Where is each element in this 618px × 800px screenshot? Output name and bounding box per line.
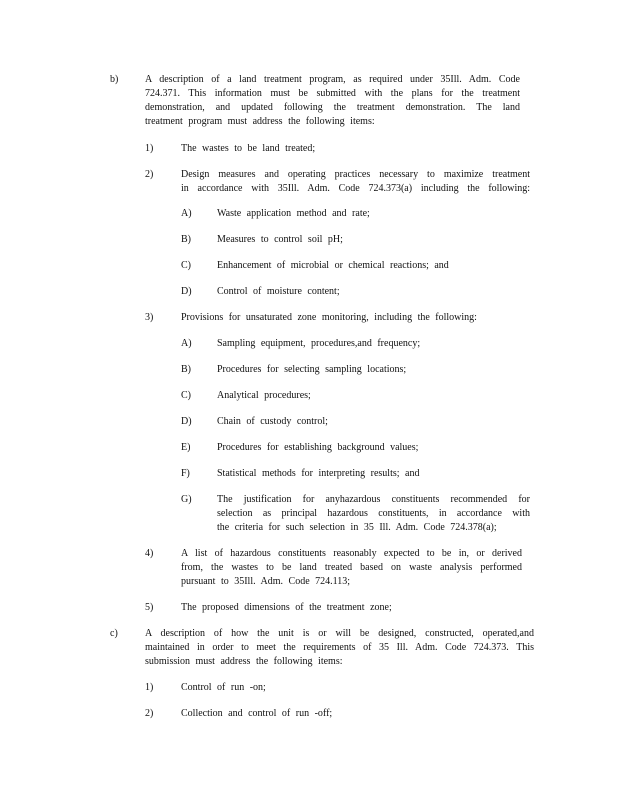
subitem-text: Procedures for selecting sampling locations; bbox=[217, 364, 407, 375]
text-line: submission must address the following items: bbox=[145, 656, 343, 667]
item-label: 1) bbox=[145, 143, 154, 154]
subitem-text: Enhancement of microbial or chemical reactions; and bbox=[217, 260, 449, 271]
subitem-label: A) bbox=[181, 208, 192, 219]
subitem-label: A) bbox=[181, 338, 192, 349]
item-label: 5) bbox=[145, 602, 154, 613]
item-text: A list of hazardous constituents reasonably expected to be in, or derived from, the wastes to be land treated based on waste analysis performed pursuant to 35Ill. Adm. Code 724.113; bbox=[181, 548, 522, 587]
section-label-c: c) bbox=[110, 628, 118, 639]
item-label: 3) bbox=[145, 312, 154, 323]
text-line: treatment program must address the following items: bbox=[145, 116, 375, 127]
subitem-label: B) bbox=[181, 234, 191, 245]
subitem-text: Analytical procedures; bbox=[217, 390, 311, 401]
subitem-text: Chain of custody control; bbox=[217, 416, 328, 427]
text-line: maintained in order to meet the requirements of 35 Ill. Adm. Code 724.373. This bbox=[145, 642, 534, 653]
subitem-label: C) bbox=[181, 390, 191, 401]
subitem-label: C) bbox=[181, 260, 191, 271]
subitem-label: F) bbox=[181, 468, 190, 479]
text-line: A description of how the unit is or will be designed, constructed, operated,and bbox=[145, 628, 534, 639]
text-line: A description of a land treatment program, as required under 35Ill. Adm. Code bbox=[145, 74, 520, 85]
subitem-text: Procedures for establishing background values; bbox=[217, 442, 419, 453]
item-text: Collection and control of run -off; bbox=[181, 708, 333, 719]
section-b-text bbox=[145, 73, 520, 129]
subitem-text: Control of moisture content; bbox=[217, 286, 340, 297]
subitem-text: Measures to control soil pH; bbox=[217, 234, 343, 245]
subitem-text: Sampling equipment, procedures,and frequency; bbox=[217, 338, 421, 349]
item-label: 2) bbox=[145, 169, 154, 180]
subitem-label: B) bbox=[181, 364, 191, 375]
section-c-text bbox=[145, 627, 534, 669]
section-label-b: b) bbox=[110, 74, 119, 85]
item-text: Control of run -on; bbox=[181, 682, 266, 693]
item-text: The proposed dimensions of the treatment zone; bbox=[181, 602, 392, 613]
text-line: 724.371. This information must be submitted with the plans for the treatment bbox=[145, 88, 520, 99]
item-text: Design measures and operating practices necessary to maximize treatment in accordance with 35Ill. Adm. Code 724.373(a) including the following: bbox=[181, 169, 530, 194]
subitem-label: D) bbox=[181, 416, 192, 427]
subitem-text: The justification for anyhazardous constituents recommended for selection as principal hazardous constituents, in accordance with the criteria for such selection in 35 Ill. Adm. Code 724.378(a); bbox=[217, 494, 530, 533]
subitem-text: Statistical methods for interpreting results; and bbox=[217, 468, 420, 479]
item-label: 2) bbox=[145, 708, 154, 719]
item-label: 4) bbox=[145, 548, 154, 559]
item-text: The wastes to be land treated; bbox=[181, 143, 316, 154]
subitem-label: D) bbox=[181, 286, 192, 297]
text-line: demonstration, and updated following the treatment demonstration. The land bbox=[145, 102, 520, 113]
subitem-label: G) bbox=[181, 494, 192, 505]
item-label: 1) bbox=[145, 682, 154, 693]
subitem-label: E) bbox=[181, 442, 191, 453]
item-text: Provisions for unsaturated zone monitoring, including the following: bbox=[181, 312, 477, 323]
subitem-text: Waste application method and rate; bbox=[217, 208, 370, 219]
